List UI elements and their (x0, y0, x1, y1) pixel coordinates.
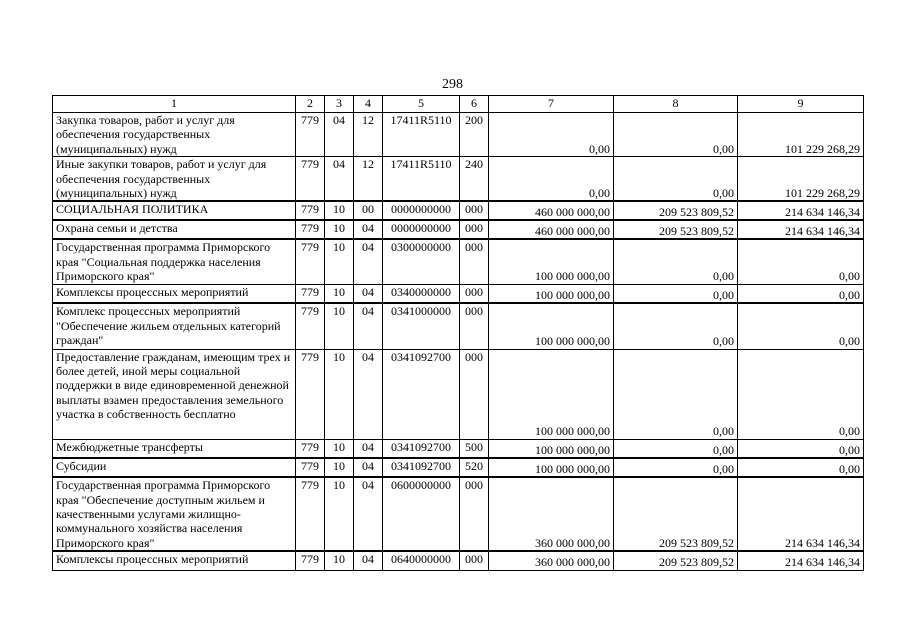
code-ministry: 779 (296, 349, 325, 439)
amount-col9: 0,00 (738, 239, 864, 284)
amount-col9: 214 634 146,34 (738, 220, 864, 239)
code-expense-type: 000 (460, 477, 489, 551)
amount-col9: 214 634 146,34 (738, 201, 864, 220)
amount-col8: 0,00 (614, 157, 738, 202)
code-ministry: 779 (296, 303, 325, 349)
amount-col9: 0,00 (738, 284, 864, 303)
code-section: 04 (325, 157, 354, 202)
row-name: Государственная программа Приморского края "Обеспечение доступным жильем и качественными услугами жилищно-коммунального хозяйства населения Приморского края" (53, 477, 296, 551)
column-header: 3 (325, 96, 354, 113)
code-ministry: 779 (296, 201, 325, 220)
code-expense-type: 240 (460, 157, 489, 202)
amount-col7: 360 000 000,00 (489, 477, 614, 551)
amount-col7: 100 000 000,00 (489, 439, 614, 458)
code-subsection: 04 (354, 239, 383, 284)
code-subsection: 04 (354, 551, 383, 570)
amount-col7: 460 000 000,00 (489, 201, 614, 220)
code-expense-type: 000 (460, 201, 489, 220)
amount-col7: 360 000 000,00 (489, 551, 614, 570)
code-section: 10 (325, 303, 354, 349)
table-row (53, 303, 864, 349)
column-header: 5 (383, 96, 460, 113)
code-ministry: 779 (296, 284, 325, 303)
budget-table (52, 95, 864, 571)
code-subsection: 04 (354, 220, 383, 239)
code-ministry: 779 (296, 458, 325, 477)
amount-col9: 0,00 (738, 303, 864, 349)
code-ministry: 779 (296, 477, 325, 551)
amount-col8: 209 523 809,52 (614, 201, 738, 220)
code-target: 0341092700 (383, 439, 460, 458)
amount-col9: 214 634 146,34 (738, 477, 864, 551)
column-header: 7 (489, 96, 614, 113)
amount-col8: 0,00 (614, 303, 738, 349)
column-header: 2 (296, 96, 325, 113)
code-expense-type: 520 (460, 458, 489, 477)
table-row (53, 201, 864, 220)
row-name: Государственная программа Приморского края "Социальная поддержка населения Приморского края" (53, 239, 296, 284)
code-section: 10 (325, 239, 354, 284)
table-row (53, 439, 864, 458)
code-subsection: 12 (354, 113, 383, 157)
table-row (53, 349, 864, 439)
row-name: Межбюджетные трансферты (53, 439, 296, 458)
code-expense-type: 000 (460, 239, 489, 284)
code-section: 10 (325, 458, 354, 477)
code-subsection: 04 (354, 349, 383, 439)
code-ministry: 779 (296, 113, 325, 157)
table-row (53, 551, 864, 570)
row-name: Предоставление гражданам, имеющим трех и более детей, иной меры социальной поддержки в виде единовременной денежной выплаты взамен предоставления земельного участка в собственность бесплатно (53, 349, 296, 439)
code-target: 0341092700 (383, 349, 460, 439)
code-subsection: 04 (354, 284, 383, 303)
code-target: 17411R5110 (383, 113, 460, 157)
code-subsection: 04 (354, 439, 383, 458)
code-expense-type: 200 (460, 113, 489, 157)
column-header: 6 (460, 96, 489, 113)
table-row (53, 157, 864, 202)
table-row (53, 113, 864, 157)
amount-col8: 0,00 (614, 239, 738, 284)
amount-col8: 0,00 (614, 439, 738, 458)
code-expense-type: 000 (460, 220, 489, 239)
code-target: 0000000000 (383, 201, 460, 220)
amount-col8: 209 523 809,52 (614, 220, 738, 239)
page-number: 298 (442, 77, 463, 92)
code-target: 0300000000 (383, 239, 460, 284)
header-row (53, 96, 864, 113)
amount-col8: 0,00 (614, 458, 738, 477)
column-header: 8 (614, 96, 738, 113)
row-name: Комплексы процессных мероприятий (53, 551, 296, 570)
amount-col9: 0,00 (738, 349, 864, 439)
code-subsection: 00 (354, 201, 383, 220)
column-header: 9 (738, 96, 864, 113)
code-subsection: 04 (354, 303, 383, 349)
amount-col9: 0,00 (738, 439, 864, 458)
row-name: СОЦИАЛЬНАЯ ПОЛИТИКА (53, 201, 296, 220)
code-section: 10 (325, 477, 354, 551)
code-ministry: 779 (296, 157, 325, 202)
amount-col8: 209 523 809,52 (614, 551, 738, 570)
code-expense-type: 000 (460, 349, 489, 439)
table-row (53, 239, 864, 284)
row-name: Иные закупки товаров, работ и услуг для обеспечения государственных (муниципальных) нужд (53, 157, 296, 202)
code-expense-type: 000 (460, 551, 489, 570)
table-row (53, 220, 864, 239)
code-ministry: 779 (296, 551, 325, 570)
code-ministry: 779 (296, 439, 325, 458)
code-section: 10 (325, 551, 354, 570)
table-row (53, 458, 864, 477)
code-section: 10 (325, 220, 354, 239)
code-section: 10 (325, 349, 354, 439)
amount-col9: 101 229 268,29 (738, 157, 864, 202)
code-expense-type: 500 (460, 439, 489, 458)
amount-col7: 100 000 000,00 (489, 239, 614, 284)
amount-col9: 101 229 268,29 (738, 113, 864, 157)
code-subsection: 04 (354, 477, 383, 551)
code-ministry: 779 (296, 239, 325, 284)
code-expense-type: 000 (460, 303, 489, 349)
code-subsection: 04 (354, 458, 383, 477)
amount-col8: 0,00 (614, 349, 738, 439)
column-header: 4 (354, 96, 383, 113)
code-target: 0000000000 (383, 220, 460, 239)
row-name: Комплекс процессных мероприятий "Обеспечение жильем отдельных категорий граждан" (53, 303, 296, 349)
amount-col7: 100 000 000,00 (489, 303, 614, 349)
code-target: 0600000000 (383, 477, 460, 551)
code-section: 04 (325, 113, 354, 157)
code-section: 10 (325, 201, 354, 220)
amount-col7: 460 000 000,00 (489, 220, 614, 239)
amount-col7: 100 000 000,00 (489, 284, 614, 303)
amount-col8: 0,00 (614, 284, 738, 303)
amount-col7: 0,00 (489, 157, 614, 202)
table-row (53, 284, 864, 303)
amount-col9: 214 634 146,34 (738, 551, 864, 570)
column-header: 1 (53, 96, 296, 113)
amount-col7: 100 000 000,00 (489, 349, 614, 439)
code-ministry: 779 (296, 220, 325, 239)
code-section: 10 (325, 439, 354, 458)
row-name: Комплексы процессных мероприятий (53, 284, 296, 303)
code-target: 0340000000 (383, 284, 460, 303)
row-name: Субсидии (53, 458, 296, 477)
code-subsection: 12 (354, 157, 383, 202)
amount-col9: 0,00 (738, 458, 864, 477)
amount-col8: 209 523 809,52 (614, 477, 738, 551)
code-target: 0341092700 (383, 458, 460, 477)
code-target: 0640000000 (383, 551, 460, 570)
code-section: 10 (325, 284, 354, 303)
amount-col8: 0,00 (614, 113, 738, 157)
row-name: Охрана семьи и детства (53, 220, 296, 239)
table-row (53, 477, 864, 551)
code-target: 17411R5110 (383, 157, 460, 202)
code-target: 0341000000 (383, 303, 460, 349)
row-name: Закупка товаров, работ и услуг для обеспечения государственных (муниципальных) нужд (53, 113, 296, 157)
code-expense-type: 000 (460, 284, 489, 303)
amount-col7: 0,00 (489, 113, 614, 157)
amount-col7: 100 000 000,00 (489, 458, 614, 477)
